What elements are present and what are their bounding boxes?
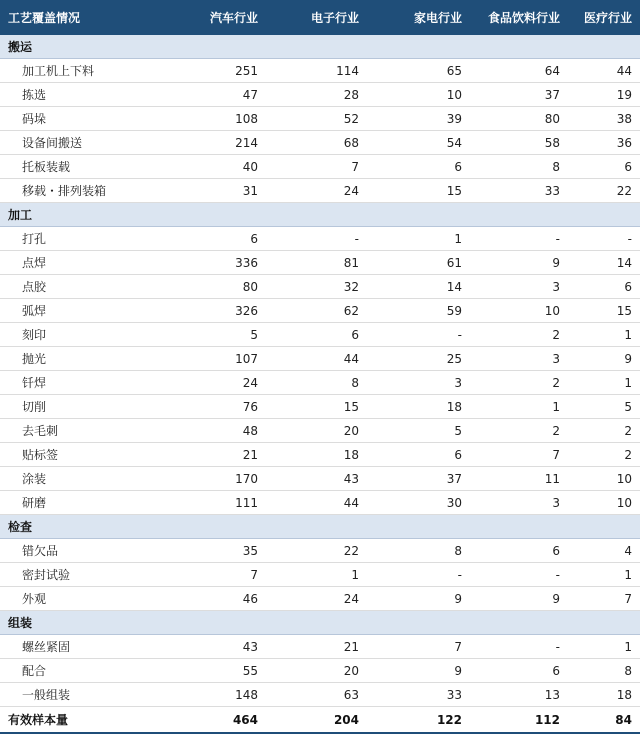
table-row xyxy=(0,107,640,131)
row-label: 涂装 xyxy=(0,467,168,491)
table-row xyxy=(0,635,640,659)
total-row xyxy=(0,707,640,734)
value-cell: 8 xyxy=(470,155,568,179)
row-label: 加工机上下料 xyxy=(0,59,168,83)
value-cell: 44 xyxy=(266,491,367,515)
section-row xyxy=(0,611,640,635)
value-cell: 30 xyxy=(367,491,470,515)
value-cell: 20 xyxy=(266,659,367,683)
value-cell: 3 xyxy=(470,275,568,299)
value-cell: 33 xyxy=(367,683,470,707)
value-cell: 3 xyxy=(470,347,568,371)
value-cell: 68 xyxy=(266,131,367,155)
table-row xyxy=(0,419,640,443)
value-cell: 9 xyxy=(367,587,470,611)
value-cell: 4 xyxy=(568,539,640,563)
value-cell: 114 xyxy=(266,59,367,83)
value-cell: 2 xyxy=(568,419,640,443)
row-label: 点胶 xyxy=(0,275,168,299)
value-cell: 7 xyxy=(470,443,568,467)
total-value-cell: 204 xyxy=(266,707,367,734)
table-row xyxy=(0,587,640,611)
value-cell: 1 xyxy=(568,323,640,347)
value-cell: 10 xyxy=(470,299,568,323)
header-food-beverage: 食品饮料行业 xyxy=(470,0,568,35)
value-cell: 22 xyxy=(266,539,367,563)
value-cell: 9 xyxy=(367,659,470,683)
value-cell: - xyxy=(568,227,640,251)
value-cell: 2 xyxy=(470,323,568,347)
value-cell: 63 xyxy=(266,683,367,707)
row-label: 一般组装 xyxy=(0,683,168,707)
value-cell: 6 xyxy=(568,275,640,299)
value-cell: 5 xyxy=(367,419,470,443)
value-cell: 107 xyxy=(168,347,266,371)
table-row xyxy=(0,395,640,419)
table-row xyxy=(0,683,640,707)
row-label: 钎焊 xyxy=(0,371,168,395)
row-label: 外观 xyxy=(0,587,168,611)
header-automotive: 汽车行业 xyxy=(168,0,266,35)
value-cell: 65 xyxy=(367,59,470,83)
value-cell: 64 xyxy=(470,59,568,83)
value-cell: 43 xyxy=(266,467,367,491)
value-cell: 6 xyxy=(367,155,470,179)
value-cell: 18 xyxy=(568,683,640,707)
value-cell: - xyxy=(266,227,367,251)
value-cell: 61 xyxy=(367,251,470,275)
value-cell: - xyxy=(367,323,470,347)
value-cell: 5 xyxy=(168,323,266,347)
value-cell: 81 xyxy=(266,251,367,275)
value-cell: 44 xyxy=(568,59,640,83)
value-cell: - xyxy=(367,563,470,587)
value-cell: 44 xyxy=(266,347,367,371)
value-cell: 24 xyxy=(168,371,266,395)
value-cell: 6 xyxy=(168,227,266,251)
value-cell: 22 xyxy=(568,179,640,203)
value-cell: 6 xyxy=(568,155,640,179)
value-cell: 1 xyxy=(568,371,640,395)
total-value-cell: 464 xyxy=(168,707,266,734)
table-row xyxy=(0,347,640,371)
section-row xyxy=(0,515,640,539)
row-label: 密封试验 xyxy=(0,563,168,587)
value-cell: 21 xyxy=(266,635,367,659)
value-cell: 35 xyxy=(168,539,266,563)
value-cell: - xyxy=(470,563,568,587)
value-cell: 9 xyxy=(470,251,568,275)
row-label: 去毛刺 xyxy=(0,419,168,443)
value-cell: 8 xyxy=(367,539,470,563)
value-cell: 15 xyxy=(367,179,470,203)
header-medical: 医疗行业 xyxy=(568,0,640,35)
value-cell: 58 xyxy=(470,131,568,155)
value-cell: 37 xyxy=(367,467,470,491)
table-row xyxy=(0,467,640,491)
value-cell: 28 xyxy=(266,83,367,107)
value-cell: 52 xyxy=(266,107,367,131)
value-cell: 40 xyxy=(168,155,266,179)
table-row xyxy=(0,131,640,155)
header-electronics: 电子行业 xyxy=(266,0,367,35)
value-cell: 10 xyxy=(568,467,640,491)
value-cell: 11 xyxy=(470,467,568,491)
header-home-appliance: 家电行业 xyxy=(367,0,470,35)
table-row xyxy=(0,539,640,563)
value-cell: 8 xyxy=(568,659,640,683)
row-label: 刻印 xyxy=(0,323,168,347)
total-value-cell: 112 xyxy=(470,707,568,734)
total-value-cell: 122 xyxy=(367,707,470,734)
table-row xyxy=(0,155,640,179)
section-row xyxy=(0,203,640,227)
value-cell: 111 xyxy=(168,491,266,515)
value-cell: 6 xyxy=(266,323,367,347)
value-cell: 62 xyxy=(266,299,367,323)
value-cell: 43 xyxy=(168,635,266,659)
section-title: 加工 xyxy=(0,203,640,227)
value-cell: 13 xyxy=(470,683,568,707)
value-cell: 326 xyxy=(168,299,266,323)
value-cell: 7 xyxy=(266,155,367,179)
row-label: 螺丝紧固 xyxy=(0,635,168,659)
value-cell: 36 xyxy=(568,131,640,155)
row-label: 点焊 xyxy=(0,251,168,275)
value-cell: 14 xyxy=(568,251,640,275)
value-cell: 9 xyxy=(470,587,568,611)
value-cell: 2 xyxy=(470,371,568,395)
value-cell: 59 xyxy=(367,299,470,323)
value-cell: 8 xyxy=(266,371,367,395)
value-cell: 15 xyxy=(568,299,640,323)
value-cell: 3 xyxy=(470,491,568,515)
value-cell: 9 xyxy=(568,347,640,371)
table-row xyxy=(0,59,640,83)
value-cell: 18 xyxy=(367,395,470,419)
value-cell: 6 xyxy=(367,443,470,467)
value-cell: 18 xyxy=(266,443,367,467)
value-cell: 76 xyxy=(168,395,266,419)
value-cell: 148 xyxy=(168,683,266,707)
value-cell: 2 xyxy=(470,419,568,443)
table-row xyxy=(0,443,640,467)
section-title: 搬运 xyxy=(0,35,640,59)
table-row xyxy=(0,83,640,107)
table-row xyxy=(0,563,640,587)
table-row xyxy=(0,323,640,347)
value-cell: 24 xyxy=(266,179,367,203)
value-cell: 21 xyxy=(168,443,266,467)
section-title: 检查 xyxy=(0,515,640,539)
value-cell: 108 xyxy=(168,107,266,131)
value-cell: 24 xyxy=(266,587,367,611)
value-cell: 48 xyxy=(168,419,266,443)
value-cell: 55 xyxy=(168,659,266,683)
value-cell: - xyxy=(470,635,568,659)
value-cell: 1 xyxy=(470,395,568,419)
table-row xyxy=(0,179,640,203)
value-cell: 1 xyxy=(367,227,470,251)
value-cell: 1 xyxy=(266,563,367,587)
row-label: 抛光 xyxy=(0,347,168,371)
row-label: 弧焊 xyxy=(0,299,168,323)
value-cell: 7 xyxy=(168,563,266,587)
value-cell: 20 xyxy=(266,419,367,443)
value-cell: 1 xyxy=(568,635,640,659)
value-cell: 251 xyxy=(168,59,266,83)
row-label: 拣选 xyxy=(0,83,168,107)
value-cell: 3 xyxy=(367,371,470,395)
value-cell: 80 xyxy=(470,107,568,131)
section-row xyxy=(0,35,640,59)
row-label: 托板装载 xyxy=(0,155,168,179)
row-label: 配合 xyxy=(0,659,168,683)
row-label: 移载・排列装箱 xyxy=(0,179,168,203)
value-cell: 5 xyxy=(568,395,640,419)
table-row xyxy=(0,659,640,683)
row-label: 错欠品 xyxy=(0,539,168,563)
total-label: 有效样本量 xyxy=(0,707,168,734)
row-label: 研磨 xyxy=(0,491,168,515)
table-row xyxy=(0,251,640,275)
value-cell: 19 xyxy=(568,83,640,107)
value-cell: 37 xyxy=(470,83,568,107)
value-cell: 39 xyxy=(367,107,470,131)
value-cell: 336 xyxy=(168,251,266,275)
value-cell: 32 xyxy=(266,275,367,299)
table-row xyxy=(0,275,640,299)
total-value-cell: 84 xyxy=(568,707,640,734)
row-label: 设备间搬送 xyxy=(0,131,168,155)
value-cell: 7 xyxy=(367,635,470,659)
value-cell: 10 xyxy=(568,491,640,515)
value-cell: 214 xyxy=(168,131,266,155)
value-cell: 6 xyxy=(470,539,568,563)
table-row xyxy=(0,299,640,323)
value-cell: 1 xyxy=(568,563,640,587)
value-cell: 46 xyxy=(168,587,266,611)
value-cell: 33 xyxy=(470,179,568,203)
value-cell: 54 xyxy=(367,131,470,155)
value-cell: 6 xyxy=(470,659,568,683)
table-row xyxy=(0,227,640,251)
table-row xyxy=(0,371,640,395)
row-label: 切削 xyxy=(0,395,168,419)
value-cell: 80 xyxy=(168,275,266,299)
value-cell: 2 xyxy=(568,443,640,467)
value-cell: 25 xyxy=(367,347,470,371)
value-cell: - xyxy=(470,227,568,251)
header-row xyxy=(0,0,640,35)
value-cell: 10 xyxy=(367,83,470,107)
row-label: 贴标签 xyxy=(0,443,168,467)
table-row xyxy=(0,491,640,515)
value-cell: 47 xyxy=(168,83,266,107)
section-title: 组装 xyxy=(0,611,640,635)
value-cell: 7 xyxy=(568,587,640,611)
value-cell: 38 xyxy=(568,107,640,131)
value-cell: 15 xyxy=(266,395,367,419)
row-label: 码垛 xyxy=(0,107,168,131)
header-process-coverage: 工艺覆盖情况 xyxy=(0,0,168,35)
value-cell: 31 xyxy=(168,179,266,203)
value-cell: 170 xyxy=(168,467,266,491)
value-cell: 14 xyxy=(367,275,470,299)
row-label: 打孔 xyxy=(0,227,168,251)
